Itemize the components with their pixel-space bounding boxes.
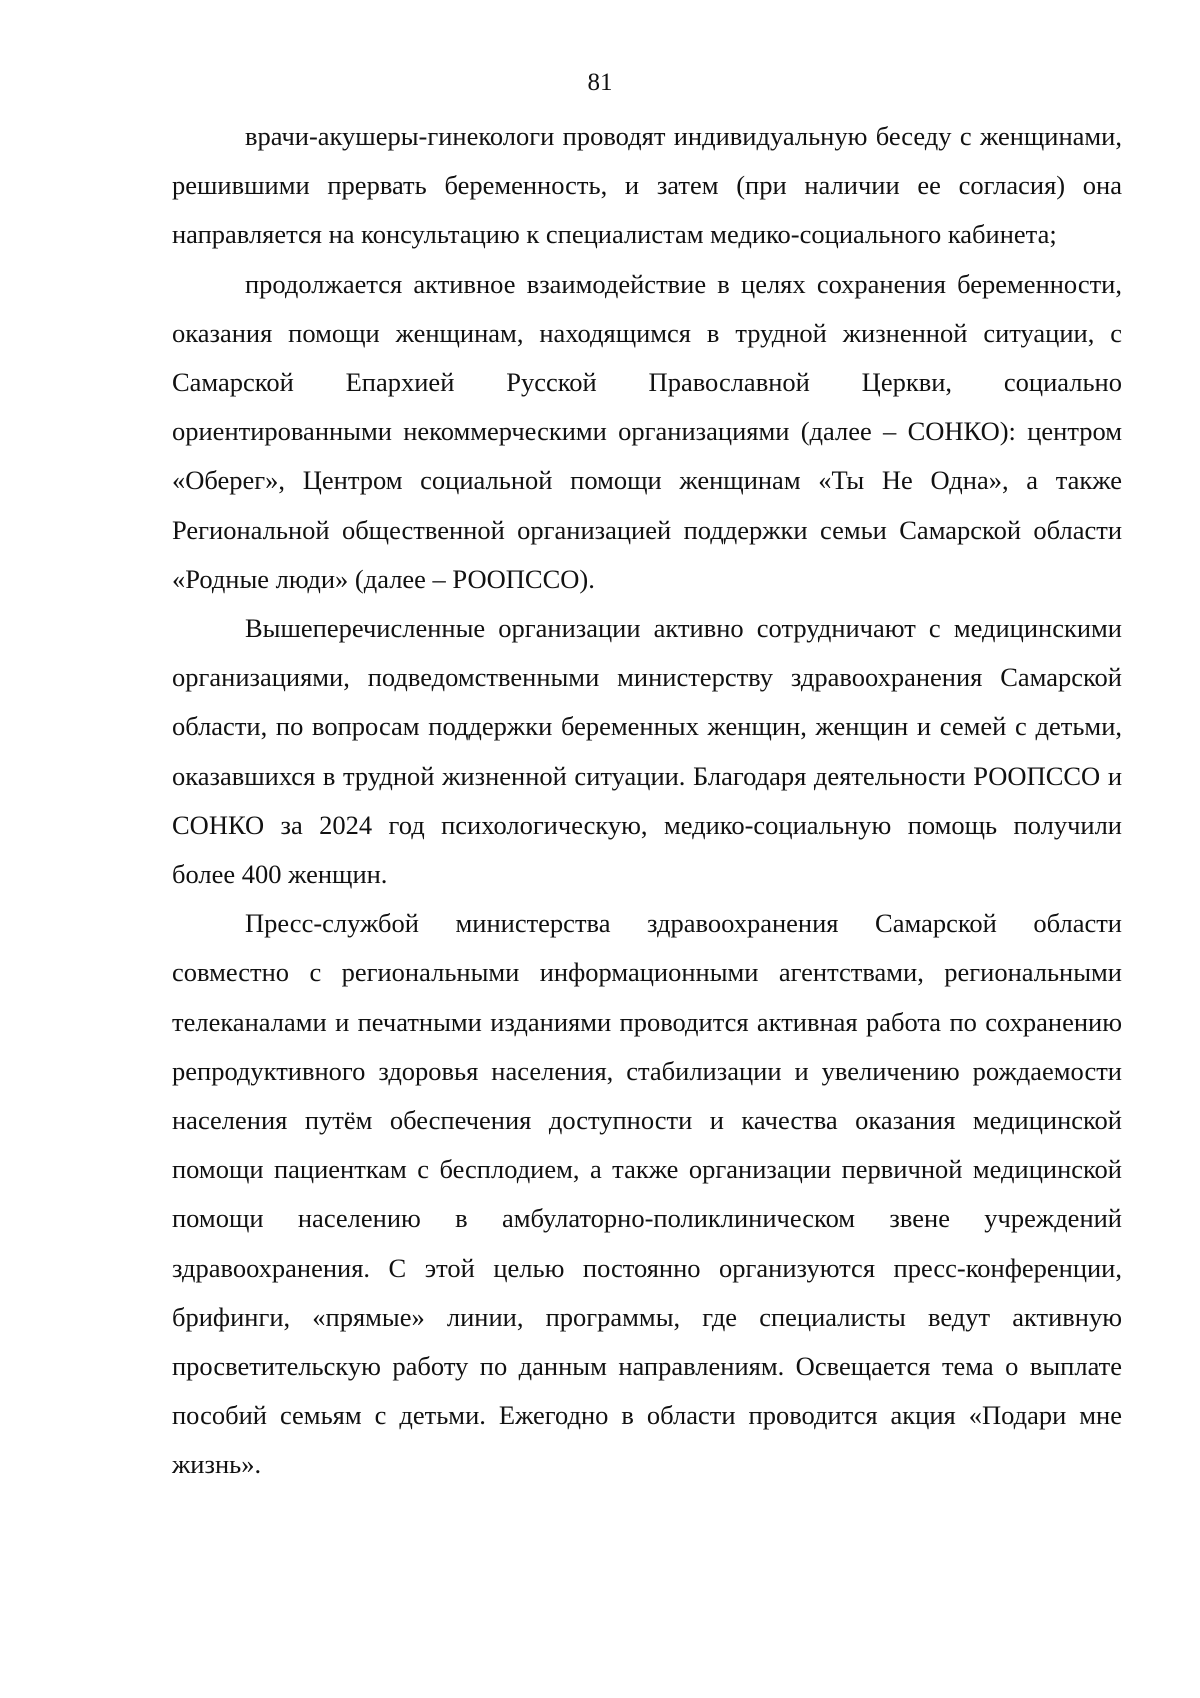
- paragraph-organizations: Вышеперечисленные организации активно сотрудничают с медицинскими организациями, подведомственными министерству здравоохранения Самарской области, по вопросам поддержки беременных женщин, женщин и семей с детьми, оказавшихся в трудной жизненной ситуации. Благодаря деятельности РООПССО и СОНКО за 2024 год психологическую, медико-социальную помощь получили более 400 женщин.: [172, 613, 1122, 890]
- document-body: [172, 112, 1122, 1490]
- paragraph-consultation: врачи-акушеры-гинекологи проводят индивидуальную беседу с женщинами, решившими прервать беременность, и затем (при наличии ее согласия) она направляется на консультацию к специалистам медико-социального кабинета;: [172, 121, 1122, 250]
- paragraph-cooperation: продолжается активное взаимодействие в целях сохранения беременности, оказания помощи женщинам, находящимся в трудной жизненной ситуации, с Самарской Епархией Русской Православной Церкви, социально ориентированными некоммерческими организациями (далее – СОНКО): центром «Оберег», Центром социальной помощи женщинам «Ты Не Одна», а также Региональной общественной организацией поддержки семьи Самарской области «Родные люди» (далее – РООПССО).: [172, 268, 1122, 594]
- paragraph-press-service: Пресс-службой министерства здравоохранения Самарской области совместно с региональными информационными агентствами, региональными телеканалами и печатными изданиями проводится активная работа по сохранению репродуктивного здоровья населения, стабилизации и увеличению рождаемости населения путём обеспечения доступности и качества оказания медицинской помощи пациенткам с бесплодием, а также организации первичной медицинской помощи населению в амбулаторно-поликлиническом звене учреждений здравоохранения. С этой целью постоянно организуются пресс-конференции, брифинги, «прямые» линии, программы, где специалисты ведут активную просветительскую работу по данным направлениям. Освещается тема о выплате пособий семьям с детьми. Ежегодно в области проводится акция «Подари мне жизнь».: [172, 908, 1122, 1480]
- page-number: 81: [587, 69, 613, 96]
